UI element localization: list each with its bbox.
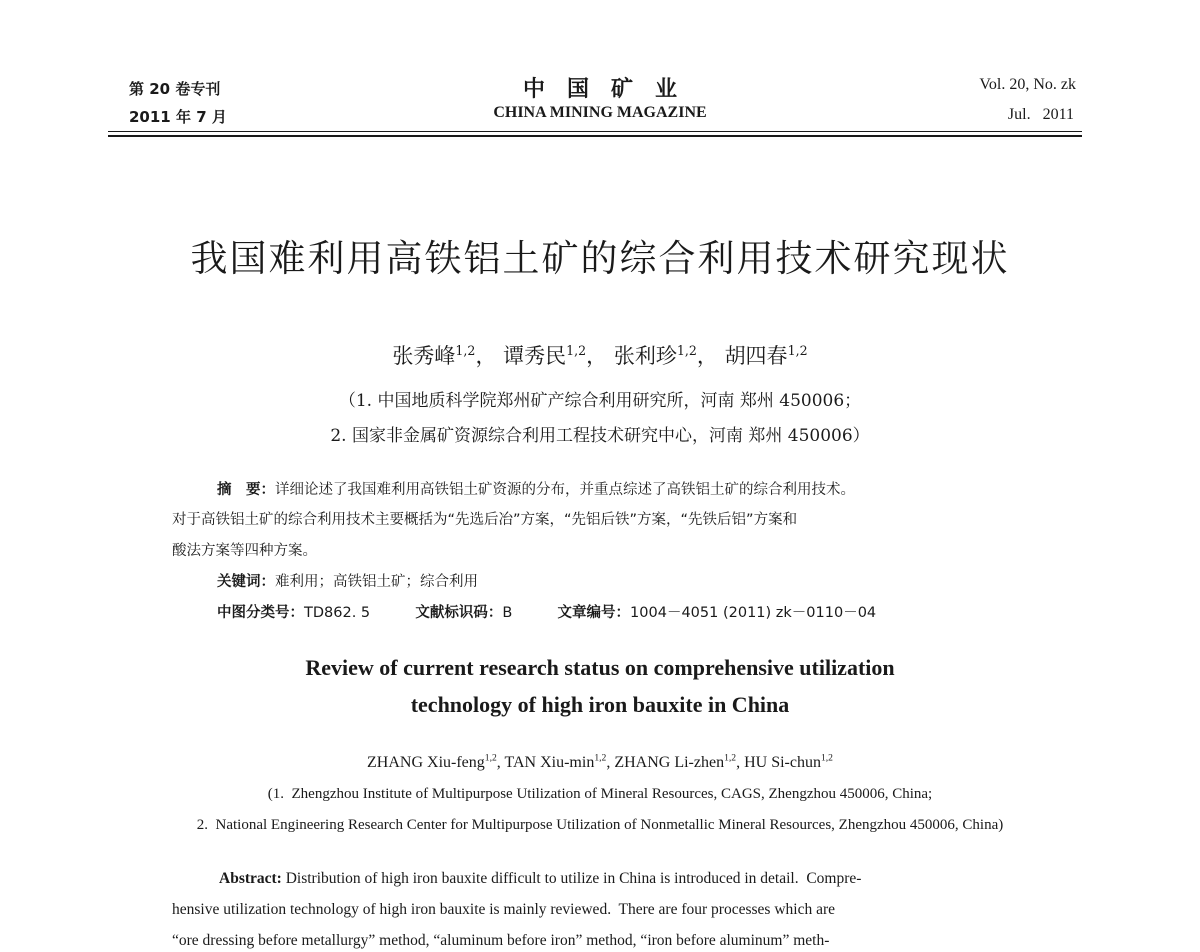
author-en: TAN Xiu-$\min^{1,2}$ — [504, 752, 607, 771]
author-cn: 谭秀民$^{1,2}$ — [503, 343, 587, 368]
keywords-cn-label: 关键词： — [217, 574, 275, 590]
article-number-value: 1004－4051 (2011) zk－0110－04 — [630, 605, 877, 621]
author-en: ZHANG Xiu-feng$^{1,2}$ — [367, 752, 497, 771]
authors-cn: 张秀峰$^{1,2}$， 谭秀民$^{1,2}$， 张利珍$^{1,2}$， 胡四春$^{1,2}$ — [392, 343, 808, 368]
author-en: HU Si-chun$^{1,2}$ — [744, 752, 833, 771]
abstract-cn-line-2: 对于高铁铝土矿的综合利用技术主要概括为“先选后冶”方案，“先铝后铁”方案，“先铁后铝”方案和 — [172, 512, 798, 528]
abstract-en-line-2: hensive utilization technology of high iron bauxite is mainly reviewed. There are four processes which are — [172, 901, 835, 918]
abstract-en-label: Abstract: — [219, 870, 282, 887]
header-volume-en: Vol. 20, No. zk — [979, 76, 1076, 93]
author-cn: 胡四春$^{1,2}$ — [724, 343, 808, 368]
clc-value: TD862. 5 — [304, 605, 371, 621]
paper-title-cn: 我国难利用高铁铝土矿的综合利用技术研究现状 — [190, 237, 1010, 280]
affiliation-cn-1: （1. 中国地质科学院郑州矿产综合利用研究所，河南 郑州 450006； — [338, 391, 862, 411]
journal-title-cn: 中国矿业 — [522, 77, 699, 102]
abstract-cn-line-3: 酸法方案等四种方案。 — [172, 543, 317, 559]
abstract-cn-label: 摘 要： — [217, 482, 275, 498]
header-volume-cn: 第 20 卷专刊 — [129, 80, 221, 98]
doc-code-value: B — [502, 605, 513, 621]
header-date-en: Jul. 2011 — [1007, 106, 1074, 123]
author-en: ZHANG Li-zhen$^{1,2}$ — [614, 752, 737, 771]
journal-title-en: CHINA MINING MAGAZINE — [493, 104, 707, 121]
abstract-cn-line-1: 摘 要：详细论述了我国难利用高铁铝土矿资源的分布，并重点综述了高铁铝土矿的综合利用技术。 — [217, 482, 855, 498]
paper-title-en-line-1: Review of current research status on comprehensive utilization — [305, 655, 895, 680]
header-rule-top — [108, 131, 1082, 132]
header-rule-bottom — [108, 135, 1082, 137]
affiliation-en-2: 2. National Engineering Research Center for Multipurpose Utilization of Nonmetallic Mineral Resources, Zhengzhou 450006, China) — [196, 817, 1004, 833]
paper-title-en-line-2: technology of high iron bauxite in China — [410, 692, 790, 717]
authors-en: ZHANG Xiu-feng$^{1,2}$, TAN Xiu-$\min^{1,2}$, ZHANG Li-zhen$^{1,2}$, HU Si-chun$^{1,2}$ — [367, 752, 833, 771]
abstract-en-line-1: Abstract: Distribution of high iron bauxite difficult to utilize in China is introduced in detail. Compre- — [219, 870, 862, 887]
author-cn: 张利珍$^{1,2}$ — [613, 343, 697, 368]
affiliation-en-1: (1. Zhengzhou Institute of Multipurpose Utilization of Mineral Resources, CAGS, Zhengzhou 450006, China; — [267, 786, 933, 802]
abstract-en-line-3: “ore dressing before metallurgy” method, “aluminum before iron” method, “iron before aluminum” meth- — [172, 932, 830, 949]
author-cn: 张秀峰$^{1,2}$ — [392, 343, 476, 368]
header-date-cn: 2011 年 7 月 — [129, 108, 227, 126]
classification-line: 中图分类号：TD862. 5 文献标识码：B 文章编号：1004－4051 (2011) zk－0110－04 — [217, 605, 877, 621]
keywords-cn: 关键词：难利用；高铁铝土矿；综合利用 — [217, 574, 478, 590]
affiliation-cn-2: 2. 国家非金属矿资源综合利用工程技术研究中心，河南 郑州 450006） — [330, 426, 870, 446]
